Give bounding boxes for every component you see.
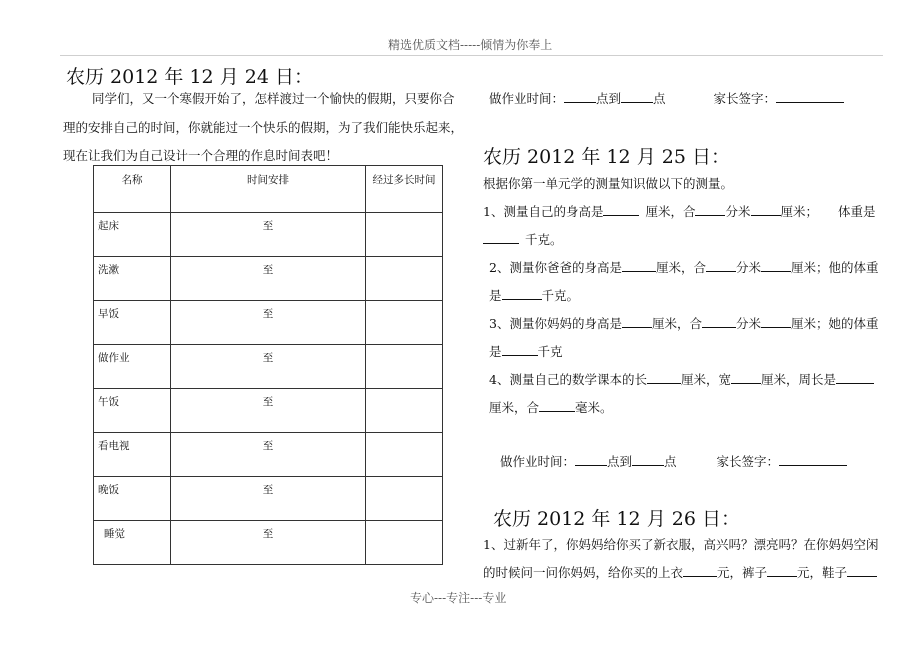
- q3-weight-blank[interactable]: [502, 343, 538, 356]
- shoes-price-blank[interactable]: [847, 564, 877, 577]
- q3-cm-blank[interactable]: [761, 315, 791, 328]
- q1-text-d: 厘米；: [780, 204, 819, 219]
- day25-homework-line: [500, 452, 847, 470]
- q4-text-e: 毫米。: [575, 400, 613, 415]
- row-duration[interactable]: [366, 257, 443, 301]
- row-name: 做作业: [94, 345, 171, 389]
- day25-title: 农历 2012 年 12 月 25 日：: [483, 146, 730, 168]
- homework-label: 做作业时间：: [489, 91, 565, 106]
- q3-height-blank[interactable]: [622, 315, 652, 328]
- table-row: [94, 521, 443, 565]
- row-name: 睡觉: [94, 521, 171, 565]
- q2-text-d: 厘米；他的体重: [791, 260, 879, 275]
- row-time[interactable]: 至: [171, 345, 366, 389]
- day26-text-a: 的时候问一问你妈妈，给你买的上衣: [483, 565, 684, 580]
- schedule-table: [93, 165, 443, 565]
- parent-sign-blank[interactable]: [776, 90, 844, 103]
- table-header-row: [94, 166, 443, 213]
- row-time[interactable]: 至: [171, 301, 366, 345]
- day26-title: 农历 2012 年 12 月 26 日：: [493, 508, 740, 530]
- question-2-line-2: [489, 286, 579, 304]
- table-row: [94, 257, 443, 301]
- parent-sign-blank[interactable]: [779, 453, 847, 466]
- q3-text-a: 3、测量你妈妈的身高是: [489, 316, 622, 331]
- row-duration[interactable]: [366, 389, 443, 433]
- col-header-time: 时间安排: [171, 166, 366, 213]
- q1-text-e: 体重是: [838, 204, 876, 219]
- table-row: [94, 345, 443, 389]
- row-time[interactable]: 至: [171, 389, 366, 433]
- parent-sign-label: 家长签字：: [716, 454, 780, 469]
- q1-height-blank[interactable]: [603, 203, 639, 216]
- start-hour-blank[interactable]: [564, 90, 596, 103]
- header-rule: [60, 55, 883, 56]
- q2-weight-blank[interactable]: [502, 287, 542, 300]
- q1-weight-blank[interactable]: [483, 231, 519, 244]
- q4-text-c: 厘米，周长是: [760, 372, 836, 387]
- row-name: 看电视: [94, 433, 171, 477]
- q4-mm-blank[interactable]: [539, 399, 575, 412]
- day26-text-c: 元，鞋子: [797, 565, 848, 580]
- q1-dm-blank[interactable]: [695, 203, 725, 216]
- day24-title: 农历 2012 年 12 月 24 日：: [66, 66, 313, 88]
- q1-text-b: 厘米，合: [645, 204, 696, 219]
- table-row: [94, 433, 443, 477]
- row-duration[interactable]: [366, 477, 443, 521]
- q3-text-b: 厘米，合: [651, 316, 702, 331]
- q2-text-e: 是: [489, 288, 502, 303]
- q1-text-f: 千克。: [525, 232, 563, 247]
- table-row: [94, 213, 443, 257]
- q1-text-a: 1、测量自己的身高是: [483, 204, 604, 219]
- question-4-line-2: [489, 398, 613, 416]
- parent-sign-label: 家长签字：: [713, 91, 777, 106]
- q4-length-blank[interactable]: [647, 371, 681, 384]
- q4-text-b: 厘米，宽: [680, 372, 731, 387]
- table-row: [94, 301, 443, 345]
- homework-to: 点到: [596, 91, 622, 106]
- q2-cm-blank[interactable]: [761, 259, 791, 272]
- row-duration[interactable]: [366, 213, 443, 257]
- row-duration[interactable]: [366, 345, 443, 389]
- row-time[interactable]: 至: [171, 521, 366, 565]
- row-duration[interactable]: [366, 433, 443, 477]
- day26-line-1: 1、过新年了，你妈妈给你买了新衣服，高兴吗？漂亮吗？在你妈妈空闲: [483, 537, 879, 552]
- row-time[interactable]: 至: [171, 257, 366, 301]
- row-time[interactable]: 至: [171, 213, 366, 257]
- col-header-name: 名称: [94, 166, 171, 213]
- start-hour-blank[interactable]: [575, 453, 607, 466]
- intro-line-1: 同学们，又一个寒假开始了，怎样渡过一个愉快的假期，只要你合: [92, 91, 455, 106]
- q4-text-a: 4、测量自己的数学课本的长: [489, 372, 647, 387]
- homework-end: 点: [653, 91, 666, 106]
- q2-height-blank[interactable]: [622, 259, 656, 272]
- question-3-line-1: [489, 314, 879, 332]
- page-footer: 专心---专注---专业: [410, 591, 507, 605]
- end-hour-blank[interactable]: [621, 90, 653, 103]
- row-time[interactable]: 至: [171, 477, 366, 521]
- end-hour-blank[interactable]: [632, 453, 664, 466]
- row-name: 早饭: [94, 301, 171, 345]
- day25-intro: 根据你第一单元学的测量知识做以下的测量。: [483, 176, 734, 191]
- question-1-line-2: [483, 230, 563, 248]
- q3-text-c: 分米: [735, 316, 761, 331]
- q1-text-c: 分米: [725, 204, 751, 219]
- q4-perimeter-blank[interactable]: [836, 371, 874, 384]
- day26-line-2: [483, 563, 877, 581]
- row-time[interactable]: 至: [171, 433, 366, 477]
- row-duration[interactable]: [366, 301, 443, 345]
- table-row: [94, 477, 443, 521]
- intro-line-3: 现在让我们为自己设计一个合理的作息时间表吧！: [63, 148, 339, 163]
- q3-text-d: 厘米；她的体重: [791, 316, 879, 331]
- q3-dm-blank[interactable]: [702, 315, 736, 328]
- jacket-price-blank[interactable]: [683, 564, 717, 577]
- pants-price-blank[interactable]: [767, 564, 797, 577]
- row-name: 晚饭: [94, 477, 171, 521]
- day26-text-b: 元，裤子: [717, 565, 768, 580]
- question-4-line-1: [489, 370, 874, 388]
- homework-line-top: [489, 89, 844, 107]
- question-2-line-1: [489, 258, 879, 276]
- question-1-line-1: [483, 202, 876, 220]
- page-header: 精选优质文档-----倾情为你奉上: [388, 38, 553, 52]
- q1-cm-blank[interactable]: [751, 203, 781, 216]
- row-name: 起床: [94, 213, 171, 257]
- table-row: [94, 389, 443, 433]
- q2-dm-blank[interactable]: [706, 259, 736, 272]
- col-header-duration: 经过多长时间: [366, 166, 443, 213]
- q3-text-f: 千克: [537, 344, 563, 359]
- q2-text-c: 分米: [735, 260, 761, 275]
- q4-text-d: 厘米，合: [489, 400, 540, 415]
- q2-text-f: 千克。: [541, 288, 580, 303]
- q2-text-a: 2、测量你爸爸的身高是: [489, 260, 622, 275]
- q2-text-b: 厘米，合: [655, 260, 706, 275]
- row-duration[interactable]: [366, 521, 443, 565]
- row-name: 洗漱: [94, 257, 171, 301]
- row-name: 午饭: [94, 389, 171, 433]
- q3-text-e: 是: [489, 344, 502, 359]
- homework-label: 做作业时间：: [500, 454, 576, 469]
- homework-to: 点到: [607, 454, 633, 469]
- q4-width-blank[interactable]: [731, 371, 761, 384]
- intro-line-2: 理的安排自己的时间，你就能过一个快乐的假期，为了我们能快乐起来，: [63, 120, 464, 135]
- question-3-line-2: [489, 342, 563, 360]
- homework-end: 点: [664, 454, 677, 469]
